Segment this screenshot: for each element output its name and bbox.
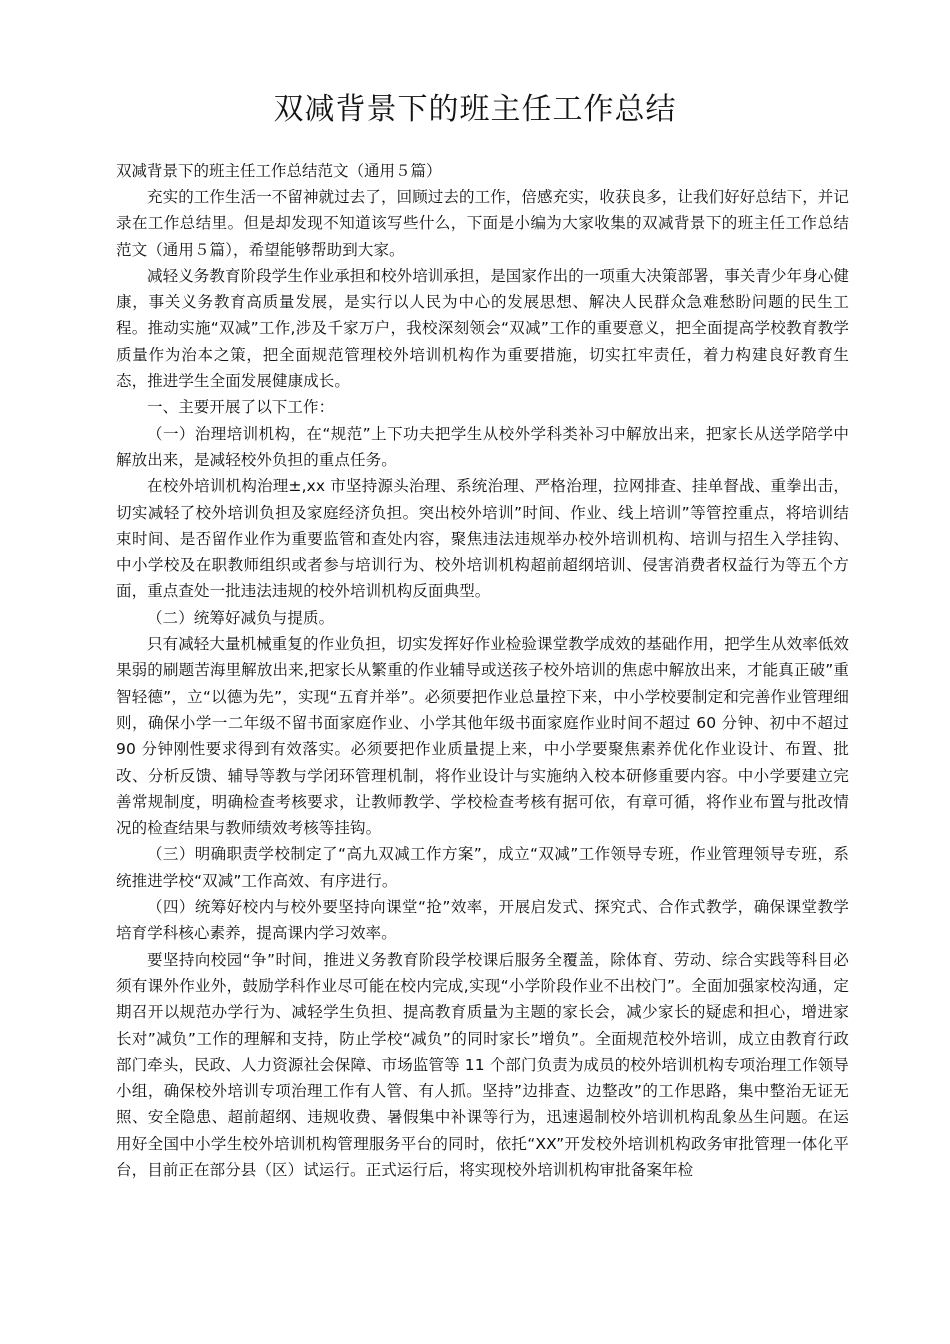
paragraph-school-time: 要坚持向校园“争”时间，推进义务教育阶段学校课后服务全覆盖，除体育、劳动、综合实践等科目必须有课外作业外，鼓励学科作业尽可能在校内完成,实现“小学阶段作业不出校门”。全面加强家校沟通，定期召开以规范办学行为、减轻学生负担、提高教育质量为主题的家长会，减少家长的疑虑和担心，增进家长对”减负”工作的理解和支持，防止学校“减负”的同时家长”增负”。全面规范校外培训，成立由教育行政部门牵头，民政、人力资源社会保障、市场监管等 11 个部门负责为成员的校外培训机构专项治理工作领导小组，确保校外培训专项治理工作有人管、有人抓。坚持”边排查、边整改”的工作思路，集中整治无证无照、安全隐患、超前超纲、违规收费、暑假集中补课等行为，迅速遏制校外培训机构乱象丛生问题。在运用好全国中小学生校外培训机构管理服务平台的同时，依托“XX”开发校外培训机构政务审批管理一体化平台，目前正在部分县（区）试运行。正式运行后，将实现校外培训机构审批备案年检 [116, 950, 849, 1179]
paragraph-item-1: （一）治理培训机构，在“规范”上下功夫把学生从校外学科类补习中解放出来，把家长从送学陪学中解放出来，是减轻校外负担的重点任务。 [116, 424, 849, 469]
section-heading-main-work: 一、主要开展了以下工作： [147, 398, 335, 417]
document-subtitle: 双减背景下的班主任工作总结范文（通用５篇） [116, 162, 442, 180]
paragraph-training-governance: 在校外培训机构治理±,xx 市坚持源头治理、系统治理、严格治理，拉网排查、挂单督战、重拳出击，切实减轻了校外培训负担及家庭经济负担。突出校外培训”时间、作业、线上培训”等管控重点，将培训结束时间、是否留作业作为重要监管和查处内容，聚焦违法违规举办校外培训机构、培训与招生入学挂钩、中小学校及在职教师组织或者参与培训行为、校外培训机构超前超纲培训、侵害消费者权益行为等五个方面，重点查处一批违法违规的校外培训机构反面典型。 [116, 477, 849, 601]
paragraph-item-3: （三）明确职责学校制定了“高九双减工作方案”，成立“双减”工作领导专班，作业管理领导专班，系统推进学校“双减”工作高效、有序进行。 [116, 845, 849, 890]
paragraph-item-4: （四）统筹好校内与校外要坚持向课堂“抢”效率，开展启发式、探究式、合作式教学，确保课堂教学培育学科核心素养，提高课内学习效率。 [116, 898, 849, 943]
paragraph-intro: 充实的工作生活一不留神就过去了，回顾过去的工作，倍感充实，收获良多，让我们好好总结下，并记录在工作总结里。但是却发现不知道该写些什么，下面是小编为大家收集的双减背景下的班主任工作总结范文（通用５篇），希望能够帮助到大家。 [116, 188, 850, 259]
paragraph-item-2: （二）统筹好减负与提质。 [147, 608, 335, 627]
document-title: 双减背景下的班主任工作总结 [273, 92, 677, 127]
document-body [116, 158, 849, 1183]
paragraph-background: 减轻义务教育阶段学生作业承担和校外培训承担，是国家作出的一项重大决策部署，事关青少年身心健康，事关义务教育高质量发展，是实行以人民为中心的发展思想、解决人民群众急难愁盼问题的民生工程。推动实施“双减”工作,涉及千家万户，我校深刻领会“双减”工作的重要意义，把全面提高学校教育教学质量作为治本之策，把全面规范管理校外培训机构作为重要措施，切实扛牢责任，着力构建良好教育生态，推进学生全面发展健康成长。 [116, 266, 850, 391]
paragraph-homework-burden: 只有减轻大量机械重复的作业负担，切实发挥好作业检验课堂教学成效的基础作用，把学生从效率低效果弱的刷题苦海里解放出来,把家长从繁重的作业辅导或送孩子校外培训的焦虑中解放出来，才能真正破”重智轻德”，立“以德为先”，实现“五育并举”。必须要把作业总量控下来，中小学校要制定和完善作业管理细则，确保小学一二年级不留书面家庭作业、小学其他年级书面家庭作业时间不超过 60 分钟、初中不超过 90 分钟刚性要求得到有效落实。必须要把作业质量提上来，中小学要聚焦素养优化作业设计、布置、批改、分析反馈、辅导等教与学闭环管理机制，将作业设计与实施纳入校本研修重要内容。中小学要建立完善常规制度，明确检查考核要求，让教师教学、学校检查考核有据可依，有章可循，将作业布置与批改情况的检查结果与教师绩效考核等挂钩。 [116, 635, 850, 838]
